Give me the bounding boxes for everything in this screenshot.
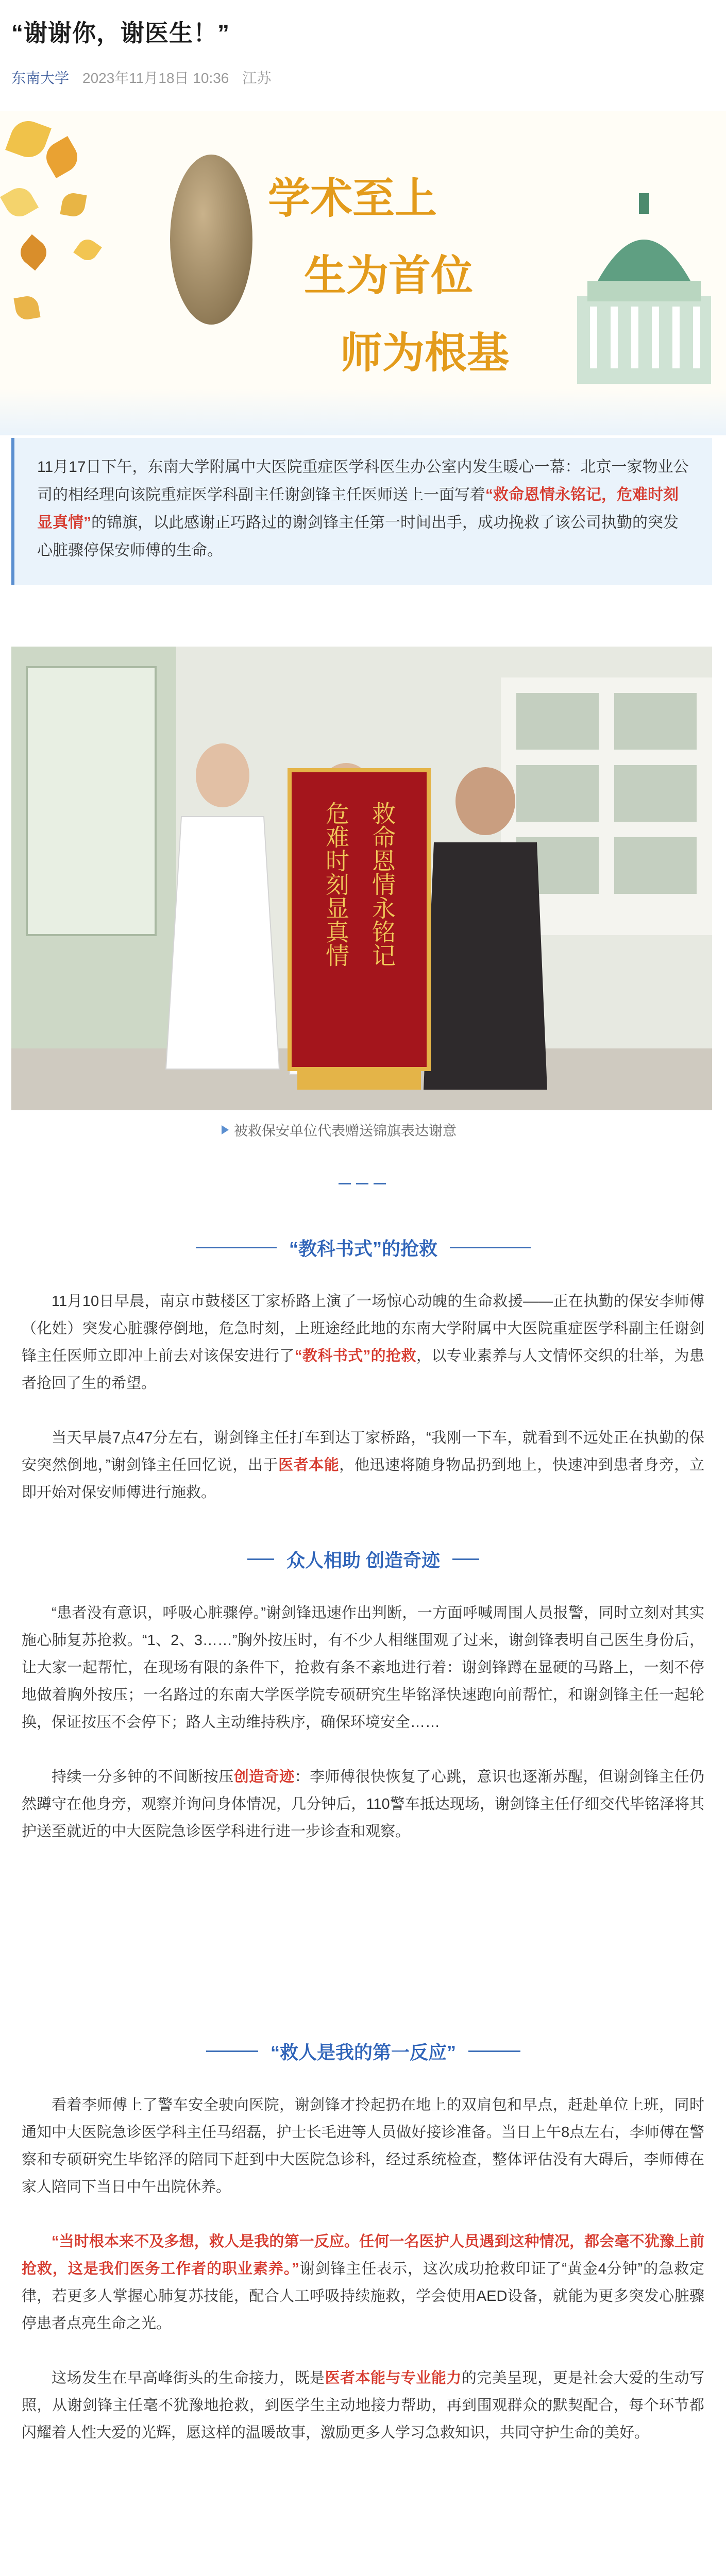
paragraph-highlight: 医者本能 xyxy=(278,1457,340,1473)
decorative-leaf-icon xyxy=(41,136,83,178)
divider-dash-icon xyxy=(339,1183,351,1184)
divider-dash-icon xyxy=(374,1183,386,1184)
account-name-link[interactable]: 东南大学 xyxy=(11,70,70,86)
paragraph-text: 11月10日早晨，南京市鼓楼区丁家桥路上演了一场惊心动魄的生命救援——正在执勤的保安李师傅（化姓）突发心脏骤停倒地，危急时刻，上班途经此地的东南大学附属中大医院重症医学科副主任谢剑锋主任医师立即冲上前去对该保安进行了 xyxy=(22,1293,704,1364)
paragraph xyxy=(22,1288,704,1397)
slogan-line: 生为首位 xyxy=(304,251,474,300)
paragraph xyxy=(22,1600,704,1736)
section-tag-text: “救人是我的第一反应” xyxy=(258,2038,468,2064)
paragraph-highlight: 创造奇迹 xyxy=(233,1769,295,1785)
decorative-leaf-icon xyxy=(5,116,52,162)
paragraph-text: 持续一分多钟的不间断按压 xyxy=(52,1769,234,1785)
slogan-line: 师为根基 xyxy=(340,328,510,378)
paragraph-text: ，以专业素养与人文情怀交织的壮举，为患者抢回了生的希望。 xyxy=(22,1348,704,1392)
section-body xyxy=(22,2092,704,2447)
caption-text: 被救保安单位代表赠送锦旗表达谢意 xyxy=(234,1123,457,1139)
banner-presentation-photo xyxy=(11,647,712,1110)
decorative-leaf-icon xyxy=(60,191,87,218)
decorative-leaf-icon xyxy=(0,183,39,222)
paragraph-text: “患者没有意识，呼吸心脏骤停。”谢剑锋迅速作出判断，一方面呼喊周围人员报警，同时立刻对其实施心肺复苏抢救。“1、2、3……”胸外按压时，有不少人相继围观了过来，谢剑锋表明自己医生身份后，让大家一起帮忙，在现场有限的条件下，抢救有条不紊地进行着：谢剑锋蹲在显硬的马路上，一刻不停地做着胸外按压；一名路过的东南大学医学院专硕研究生毕铭泽快速跑向前帮忙，和谢剑锋主任一起轮换，保证按压不会停下；路人主动维持秩序，确保环境安全…… xyxy=(22,1605,704,1731)
slogan-line: 学术至上 xyxy=(268,174,437,223)
paragraph-text: 谢剑锋主任表示，这次成功抢救印证了“黄金4分钟”的急救定律，若更多人掌握心肺复苏技能，配合人工呼吸持续施救，学会使用AED设备，就能为更多突发心脏骤停患者点亮生命之光。 xyxy=(22,2261,704,2332)
banner-text-right: 救命恩情永铭记 xyxy=(368,801,396,967)
banner-slogan xyxy=(268,160,509,392)
header-banner xyxy=(0,111,726,435)
caption-arrow-icon xyxy=(222,1125,229,1134)
section-tag xyxy=(206,2038,520,2064)
paragraph xyxy=(22,2228,704,2337)
intro-highlight: “救命恩情永铭记，危难时刻显真情” xyxy=(37,486,679,531)
section-divider xyxy=(334,1178,391,1189)
section-body xyxy=(22,1600,704,1845)
decorative-leaf-icon xyxy=(15,234,52,270)
paragraph-highlight: “当时根本来不及多想，救人是我的第一反应。任何一名医护人员遇到这种情况，都会毫不犹豫上前抢救，这是我们医务工作者的职业素养。” xyxy=(22,2233,704,2277)
paragraph-text: 看着李师傅上了警车安全驶向医院，谢剑锋才拎起扔在地上的双肩包和早点，赶赴单位上班，同时通知中大医院急诊医学科主任马绍磊，护士长毛进等人员做好接诊准备。当日上午8点左右，李师傅在警察和专硕研究生毕铭泽的陪同下赶到中大医院急诊科，经过系统检查，整体评估没有大碍后，李师傅在家人陪同下当日中午出院休养。 xyxy=(22,2097,704,2195)
article-photo[interactable] xyxy=(11,647,712,1110)
paragraph xyxy=(22,2092,704,2201)
publish-location: 江苏 xyxy=(242,70,272,86)
paragraph-highlight: “教科书式”的抢救 xyxy=(294,1348,416,1364)
decorative-leaf-icon xyxy=(73,235,102,264)
banner-fade xyxy=(0,389,726,435)
publish-date: 2023年11月18日 10:36 xyxy=(82,70,229,86)
banner-text-left: 危难时刻显真情 xyxy=(322,801,350,967)
portrait-oval-image xyxy=(170,155,252,325)
section-tag-text: “教科书式”的抢救 xyxy=(277,1234,450,1261)
section-tag xyxy=(247,1546,479,1572)
article-title: “谢谢你，谢医生！” xyxy=(11,20,230,46)
decorative-leaf-icon xyxy=(13,294,40,321)
intro-text-end: 的锦旗，以此感谢正巧路过的谢剑锋主任第一时间出手，成功挽救了该公司执勤的突发心脏骤停保安师傅的生命。 xyxy=(37,514,679,559)
paragraph xyxy=(22,2365,704,2447)
intro-box xyxy=(11,438,712,585)
article-meta xyxy=(11,67,271,88)
divider-dash-icon xyxy=(356,1183,368,1184)
paragraph xyxy=(22,1425,704,1506)
photo-caption xyxy=(222,1120,457,1140)
paragraph-text: 这场发生在早高峰街头的生命接力，既是 xyxy=(52,2370,325,2386)
paragraph-text: 当天早晨7点47分左右，谢剑锋主任打车到达丁家桥路，“我刚一下车，就看到不远处正在执勤的保安突然倒地，”谢剑锋主任回忆说，出于 xyxy=(22,1430,704,1473)
intro-text: 11月17日下午，东南大学附属中大医院重症医学科医生办公室内发生暖心一幕：北京一家物业公司的相经理向该院重症医学科副主任谢剑锋主任医师送上一面写着 xyxy=(37,459,689,503)
section-body xyxy=(22,1288,704,1506)
paragraph-highlight: 医者本能与专业能力 xyxy=(325,2370,462,2386)
paragraph-text: ，他迅速将随身物品扔到地上，快速冲到患者身旁，立即开始对保安师傅进行施救。 xyxy=(22,1457,704,1501)
auditorium-dome-illustration xyxy=(567,178,721,384)
paragraph-text: ：李师傅很快恢复了心跳，意识也逐渐苏醒，但谢剑锋主任仍然蹲守在他身旁，观察并询问身体情况，几分钟后，110警车抵达现场，谢剑锋主任仔细交代毕铭泽将其护送至就近的中大医院急诊医学科进行进一步诊查和观察。 xyxy=(22,1769,704,1840)
paragraph xyxy=(22,1764,704,1845)
section-tag xyxy=(196,1234,531,1261)
section-tag-text: 众人相助 创造奇迹 xyxy=(274,1546,452,1572)
paragraph-text: 的完美呈现，更是社会大爱的生动写照，从谢剑锋主任毫不犹豫地抢救，到医学生主动地接力帮助，再到围观群众的默契配合，每个环节都闪耀着人性大爱的光辉，愿这样的温暖故事，激励更多人学习急救知识，共同守护生命的美好。 xyxy=(22,2370,704,2441)
